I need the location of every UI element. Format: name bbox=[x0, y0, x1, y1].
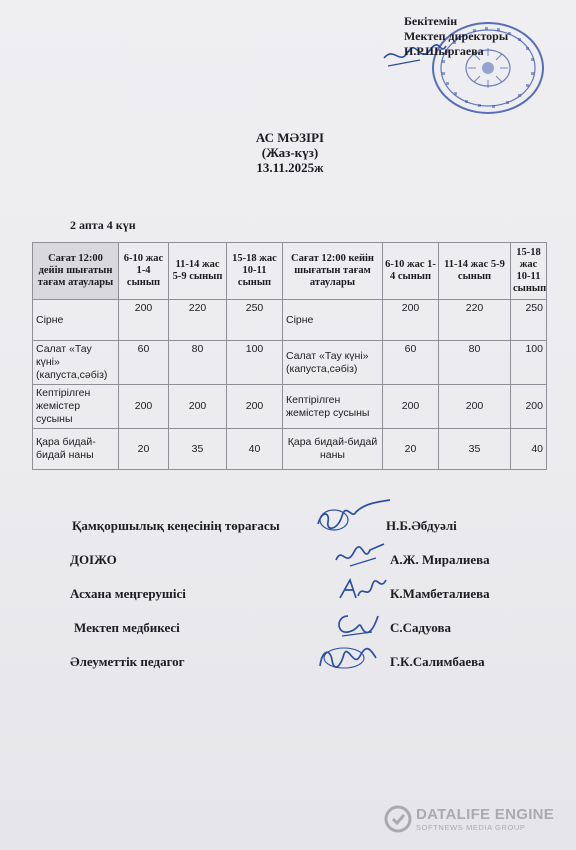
portion-cell: 250 bbox=[227, 300, 283, 341]
portion-cell: 100 bbox=[511, 341, 547, 385]
portion-cell: 40 bbox=[227, 429, 283, 470]
column-header-after-noon: Сағат 12:00 кейін шығатын тағам атаулары bbox=[283, 243, 383, 300]
portion-cell: 200 bbox=[119, 300, 169, 341]
handwritten-signature bbox=[314, 638, 380, 674]
portion-cell: 220 bbox=[169, 300, 227, 341]
portion-cell: 60 bbox=[383, 341, 439, 385]
portion-cell: 200 bbox=[119, 385, 169, 429]
dish-name: Салат «Тау күні» (капуста,сәбіз) bbox=[33, 341, 119, 385]
portion-cell: 200 bbox=[383, 385, 439, 429]
dish-name: Кептірілген жемістер сусыны bbox=[33, 385, 119, 429]
portion-cell: 20 bbox=[383, 429, 439, 470]
portion-cell: 35 bbox=[439, 429, 511, 470]
approval-name: Н.Р.Шыргаева bbox=[404, 44, 484, 58]
dish-name: Қара бидай-бидай наны bbox=[33, 429, 119, 470]
portion-cell: 200 bbox=[439, 385, 511, 429]
column-header-age-6-10: 6-10 жас 1-4 сынып bbox=[119, 243, 169, 300]
signature-row bbox=[0, 586, 576, 610]
season-label: (Жаз-күз) bbox=[261, 145, 319, 160]
portion-cell: 200 bbox=[227, 385, 283, 429]
column-header-age-6-10: 6-10 жас 1-4 сынып bbox=[383, 243, 439, 300]
watermark-subtitle: SOFTNEWS MEDIA GROUP bbox=[416, 823, 526, 832]
column-header-age-11-14: 11-14 жас 5-9 сынып bbox=[439, 243, 511, 300]
dish-name: Сірне bbox=[283, 300, 383, 341]
handwritten-signature bbox=[332, 606, 384, 640]
signature-row bbox=[0, 552, 576, 576]
portion-cell: 40 bbox=[511, 429, 547, 470]
handwritten-signature bbox=[336, 572, 388, 606]
portion-cell: 20 bbox=[119, 429, 169, 470]
signer-name: А.Ж. Миралиева bbox=[390, 552, 490, 567]
handwritten-signature bbox=[312, 498, 392, 540]
portion-cell: 250 bbox=[511, 300, 547, 341]
signer-name: К.Мамбеталиева bbox=[390, 586, 490, 601]
dish-name: Сірне bbox=[33, 300, 119, 341]
portion-cell: 200 bbox=[383, 300, 439, 341]
approval-position: Мектеп директоры bbox=[404, 29, 509, 43]
page-title: АС МӘЗІРІ bbox=[255, 130, 325, 145]
datalife-logo-icon bbox=[384, 805, 412, 833]
week-day-label: 2 апта 4 күн bbox=[70, 218, 136, 232]
signer-title: Әлеуметтік педагог bbox=[70, 654, 185, 669]
portion-cell: 220 bbox=[439, 300, 511, 341]
signer-title: Мектеп медбикесі bbox=[74, 620, 180, 635]
dish-name: Салат «Тау күні» (капуста,сәбіз) bbox=[283, 341, 383, 385]
dish-name: Қара бидай-бидай наны bbox=[283, 429, 383, 470]
approval-word: Бекітемін bbox=[404, 14, 458, 28]
signer-name: С.Садуова bbox=[390, 620, 451, 635]
signer-title: ДОІЖО bbox=[70, 552, 117, 567]
signer-title: Қамқоршылық кеңесінің төрағасы bbox=[72, 518, 280, 533]
signature-row bbox=[0, 654, 576, 678]
portion-cell: 60 bbox=[119, 341, 169, 385]
signer-name: Н.Б.Әбдуәлі bbox=[386, 518, 457, 533]
portion-cell: 35 bbox=[169, 429, 227, 470]
portion-cell: 80 bbox=[169, 341, 227, 385]
portion-cell: 80 bbox=[439, 341, 511, 385]
datalife-watermark bbox=[384, 805, 560, 835]
column-header-age-11-14: 11-14 жас 5-9 сынып bbox=[169, 243, 227, 300]
signer-title: Асхана меңгерушісі bbox=[70, 586, 186, 601]
menu-date: 13.11.2025ж bbox=[256, 160, 324, 175]
column-header-age-15-18: 15-18 жас 10-11 сынып bbox=[227, 243, 283, 300]
handwritten-signature bbox=[332, 538, 388, 572]
portion-cell: 100 bbox=[227, 341, 283, 385]
signature-row bbox=[0, 518, 576, 542]
portion-cell: 200 bbox=[169, 385, 227, 429]
column-header-age-15-18: 15-18 жас 10-11 сынып bbox=[511, 243, 547, 300]
signer-name: Г.К.Салимбаева bbox=[390, 654, 485, 669]
portion-cell: 200 bbox=[511, 385, 547, 429]
column-header-before-noon: Сағат 12:00 дейін шығатын тағам атаулары bbox=[33, 243, 119, 300]
dish-name: Кептірілген жемістер сусыны bbox=[283, 385, 383, 429]
watermark-brand: DATALIFE ENGINE bbox=[416, 806, 555, 823]
signature-row bbox=[0, 620, 576, 644]
